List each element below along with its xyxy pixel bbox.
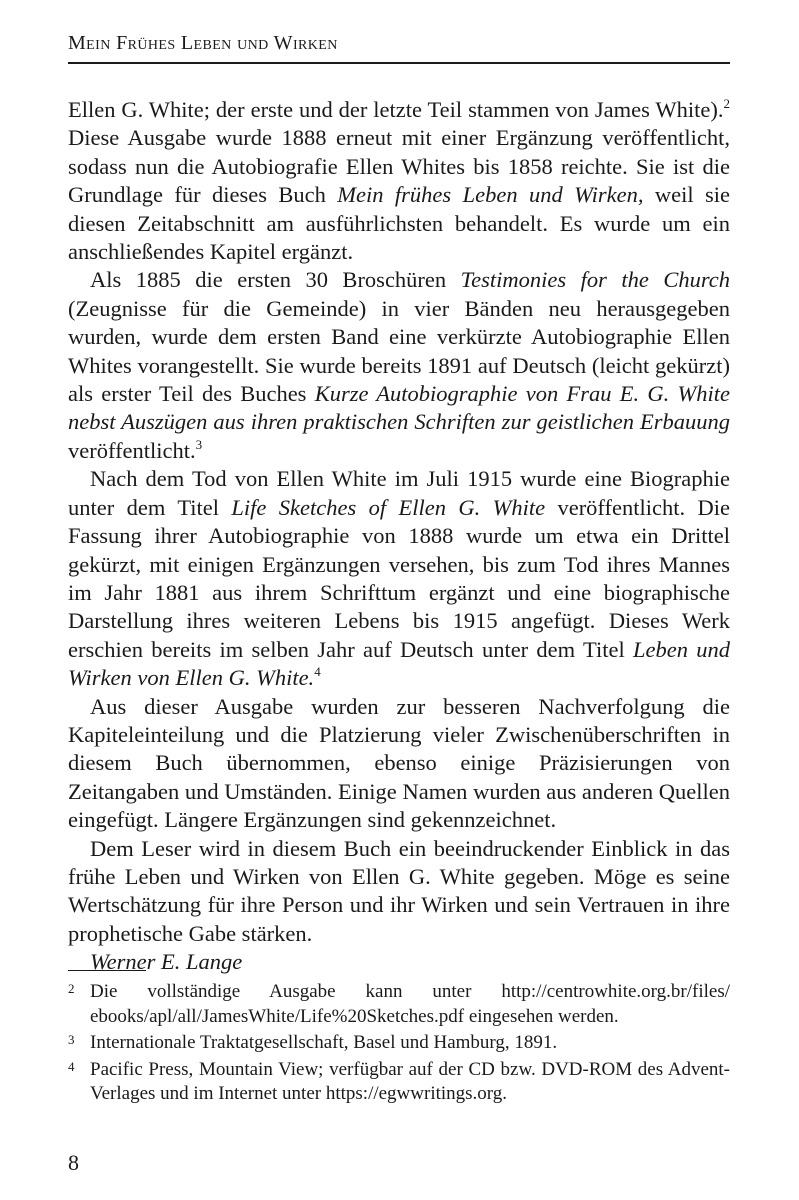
paragraph <box>68 96 730 266</box>
footnote-number: 2 <box>68 981 75 996</box>
footnote <box>68 980 730 1029</box>
paragraph <box>68 266 730 465</box>
text-run: Als 1885 die ersten 30 Broschüren <box>90 267 461 293</box>
signature: Werner E. Lange <box>90 949 243 975</box>
running-header: Mein Frühes Leben und Wirken <box>68 32 338 54</box>
footnote-number: 3 <box>68 1032 75 1047</box>
footnote <box>68 1031 730 1056</box>
text-run: Aus dieser Ausgabe wurden zur besseren Nachverfolgung die Kapiteleinteilung und die Platzierung vieler Zwischenüberschriften in diesem Buch übernommen, ebenso einige Präzisierungen von Zeitangaben und Umständen. Einige Namen wurden aus anderen Quellen eingefügt. Längere Ergänzungen sind gekennzeichnet. <box>68 693 730 833</box>
text-run: (Zeugnisse für die Gemeinde) in vier Bänden neu herausgegeben wurden, wurde dem ersten Band eine verkürzte Autobiographie Ellen Whites vorangestellt. Sie wurde bereits 1891 auf Deutsch (leicht gekürzt) als erster Teil des Buches <box>68 295 730 407</box>
footnote-ref: 4 <box>314 664 321 680</box>
footnote-rule <box>68 970 146 971</box>
book-title: Kurze Autobiographie von Frau E. G. White nebst Auszügen aus ihren praktischen Schriften zur geistlichen Erbauung <box>68 381 730 435</box>
paragraph <box>68 693 730 835</box>
paragraph <box>68 835 730 949</box>
text-run: Nach dem Tod von Ellen White im Juli 1915 wurde eine Biographie unter dem Titel <box>68 466 730 520</box>
paragraph <box>68 465 730 692</box>
book-title: Leben und Wirken von Ellen G. White. <box>68 636 730 691</box>
text-run: veröffentlicht. <box>68 437 196 463</box>
text-run: Ellen G. White; der erste und der letzte Teil stammen von James White). <box>68 97 724 122</box>
text-run: veröffentlicht. Die Fassung ihrer Autobiographie von 1888 wurde um etwa ein Drittel gekürzt, mit einigen Ergänzungen versehen, bis zum Tod ihres Mannes im Jahr 1881 aus ihrem Schrifttum ergänzt und eine biographische Darstellung ihres weiteren Lebens bis 1915 angefügt. Dieses Werk erschien bereits im selben Jahr auf Deutsch unter dem Titel <box>68 494 730 662</box>
footnotes <box>68 980 730 1109</box>
footnote-ref: 3 <box>195 436 203 452</box>
book-title: Testimonies for the Church <box>460 267 730 293</box>
footnote-text: Die vollständige Ausgabe kann unter http://centrowhite.org.br/files/ ebooks/apl/all/JamesWhite/Life%20Sketches.pdf eingesehen werden. <box>90 981 730 1027</box>
book-title: Mein frühes Leben und Wirken, <box>337 182 644 208</box>
text-run: Diese Ausgabe wurde 1888 erneut mit einer Ergänzung veröffentlicht, sodass nun die Autobiografie Ellen Whites bis 1858 reichte. Sie ist die Grundlage für dieses Buch <box>68 125 730 208</box>
text-run: weil sie diesen Zeitabschnitt am ausführlichsten behandelt. Es wurde um ein anschließendes Kapitel ergänzt. <box>68 182 731 265</box>
book-title: Life Sketches of Ellen G. White <box>231 494 546 520</box>
body-text <box>68 96 730 977</box>
footnote-ref: 2 <box>723 96 730 111</box>
header-rule <box>68 62 730 64</box>
text-run: Dem Leser wird in diesem Buch ein beeindruckender Einblick in das frühe Leben und Wirken von Ellen G. White gegeben. Möge es seine Wertschätzung für ihre Person und ihr Wirken und sein Vertrauen in ihre prophetische Gabe stärken. <box>68 835 730 946</box>
footnote <box>68 1058 730 1107</box>
footnote-number: 4 <box>68 1058 75 1074</box>
page-number: 8 <box>68 1150 79 1175</box>
footnote-text: Pacific Press, Mountain View; verfügbar auf der CD bzw. DVD-ROM des Advent-Verlages und im Internet unter https://egwwritings.org. <box>90 1058 730 1104</box>
footnote-text: Internationale Traktatgesellschaft, Basel und Hamburg, 1891. <box>90 1032 558 1053</box>
